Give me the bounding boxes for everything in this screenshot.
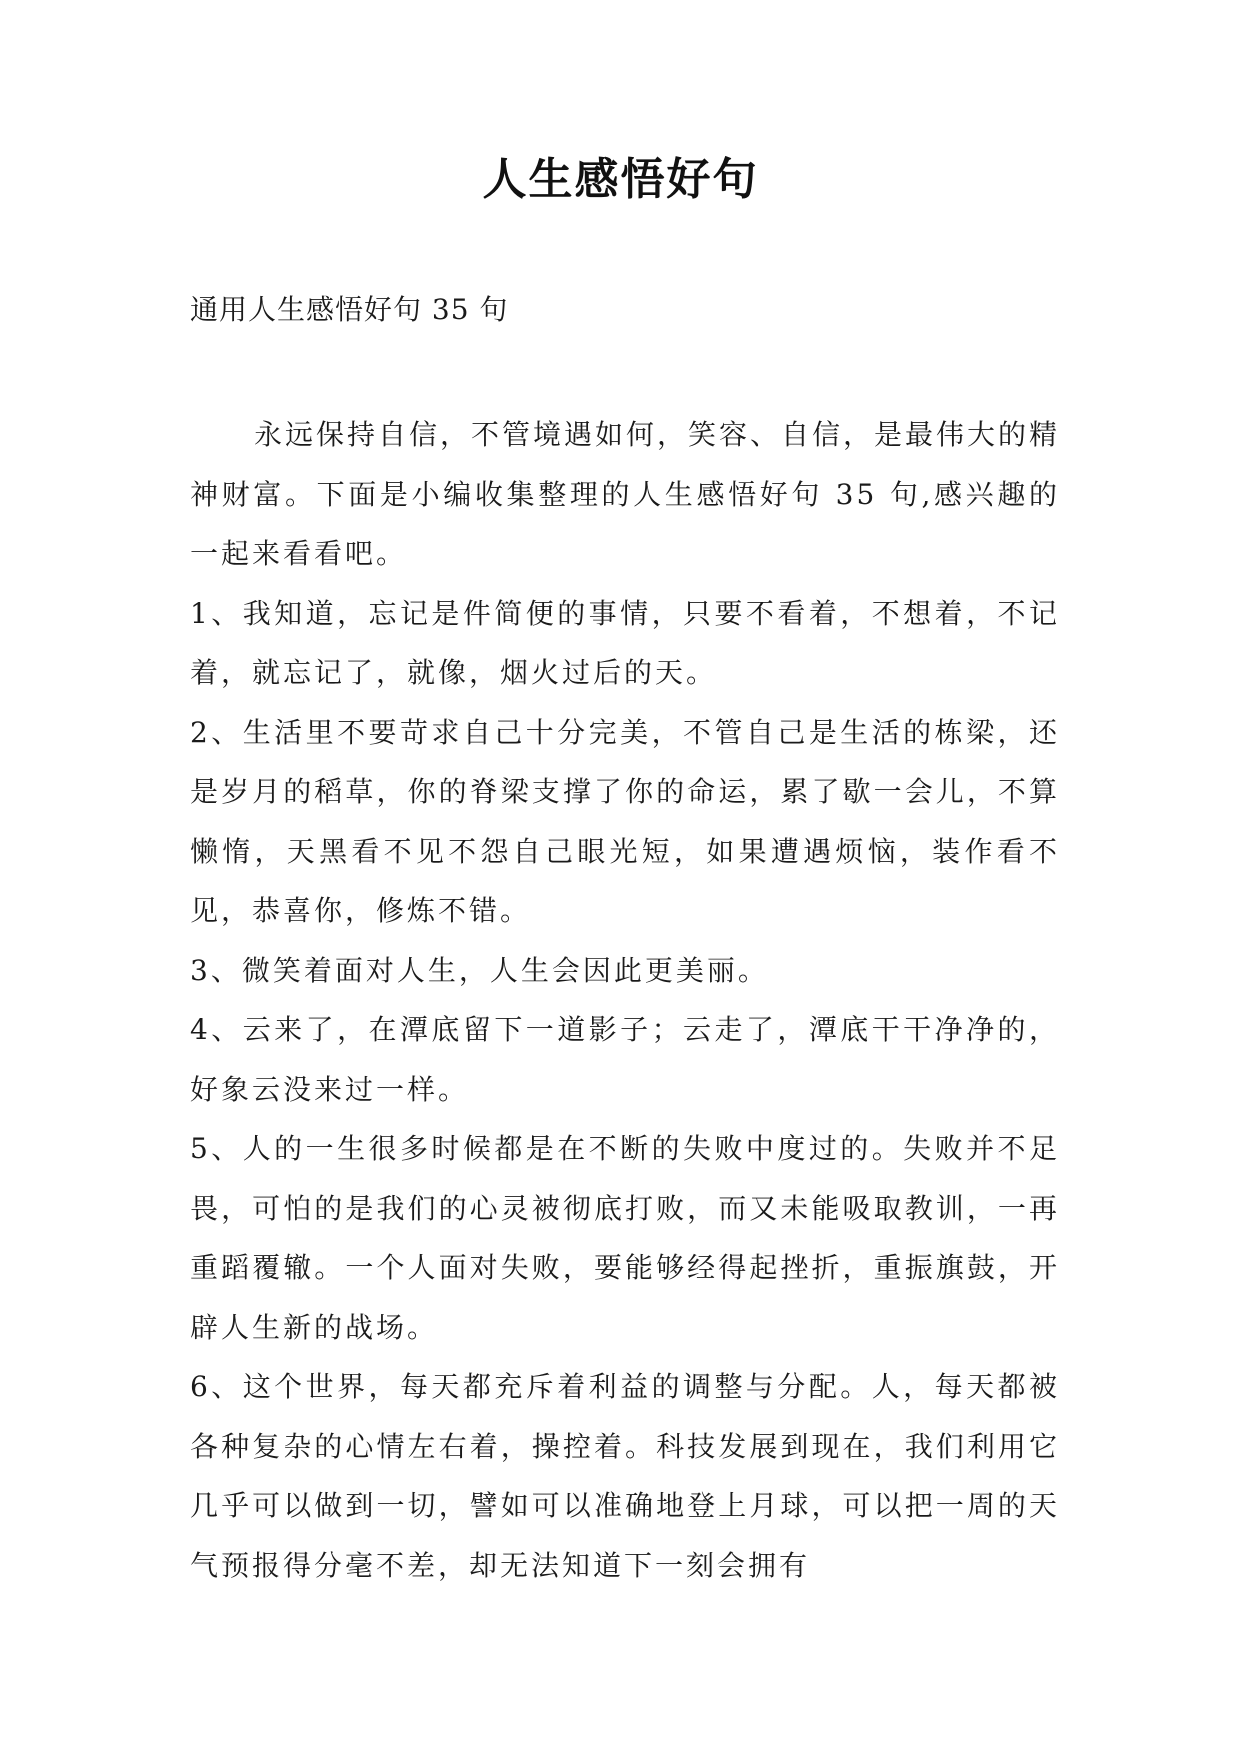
list-item: 1、我知道，忘记是件简便的事情，只要不看着，不想着，不记着，就忘记了，就像，烟火过后的天。 (190, 596, 1060, 689)
intro-paragraph: 永远保持自信，不管境遇如何，笑容、自信，是最伟大的精神财富。下面是小编收集整理的人生感悟好句 35 句,感兴趣的一起来看看吧。 (190, 418, 1061, 570)
list-item: 3、微笑着面对人生，人生会因此更美丽。 (190, 953, 769, 987)
list-item: 2、生活里不要苛求自己十分完美，不管自己是生活的栋梁，还是岁月的稻草，你的脊梁支撑了你的命运，累了歇一会儿，不算懒惰，天黑看不见不怨自己眼光短，如果遭遇烦恼，装作看不见，恭喜你，修炼不错。 (190, 715, 1060, 927)
list-item: 6、这个世界，每天都充斥着利益的调整与分配。人，每天都被各种复杂的心情左右着，操控着。科技发展到现在，我们利用它几乎可以做到一切，譬如可以准确地登上月球，可以把一周的天气预报得分毫不差，却无法知道下一刻会拥有 (190, 1370, 1060, 1582)
document-subtitle: 通用人生感悟好句 35 句 (190, 293, 509, 326)
list-item: 5、人的一生很多时候都是在不断的失败中度过的。失败并不足畏，可怕的是我们的心灵被彻底打败，而又未能吸取教训，一再重蹈覆辙。一个人面对失败，要能够经得起挫折，重振旗鼓，开辟人生新的战场。 (190, 1132, 1060, 1344)
list-item: 4、云来了，在潭底留下一道影子；云走了，潭底干干净净的，好象云没来过一样。 (190, 1013, 1060, 1106)
document-title: 人生感悟好句 (482, 154, 759, 205)
document-body (190, 405, 1060, 1595)
